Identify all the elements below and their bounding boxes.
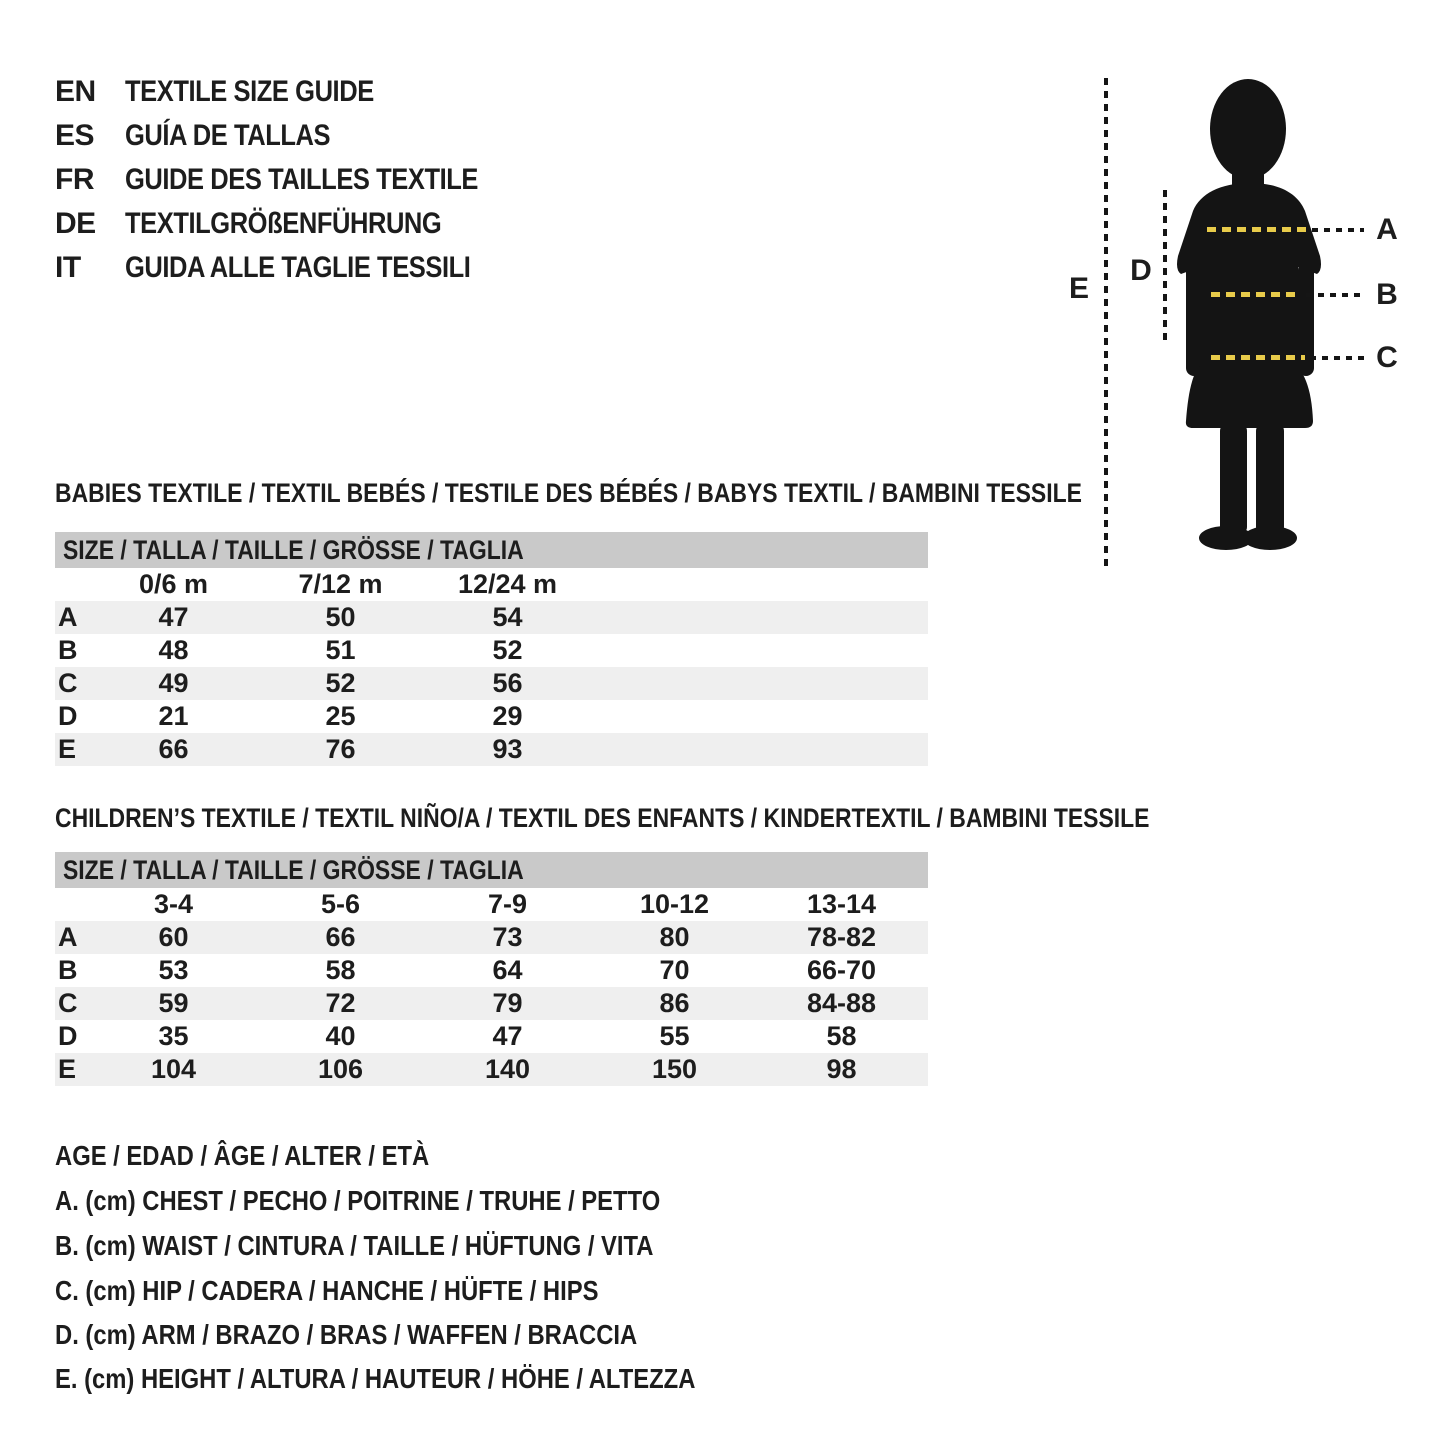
legend-waist: B. (cm) WAIST / CINTURA / TAILLE / HÜFTUNG / VITA [55,1230,654,1261]
value-cell [257,1020,424,1053]
value: 80 [659,922,690,952]
value: 79 [492,988,523,1018]
value: 98 [826,1054,857,1084]
value-cell [257,954,424,987]
value-cell [257,987,424,1020]
value-cell [90,987,257,1020]
value: 40 [325,1021,356,1051]
value-cell [758,954,925,987]
child-silhouette [1172,76,1332,556]
table-row [55,987,928,1020]
table-row [55,921,928,954]
value-cell [90,1020,257,1053]
table-row [55,601,928,634]
row-label: B [58,955,78,985]
table-row [55,634,928,667]
value-cell [424,601,591,634]
legend-height: E. (cm) HEIGHT / ALTURA / HAUTEUR / HÖHE / ALTEZZA [55,1363,696,1394]
legend-chest: A. (cm) CHEST / PECHO / POITRINE / TRUHE / PETTO [55,1185,661,1216]
chest-dash-line-a [1207,227,1307,232]
silhouette-shorts [1186,366,1313,428]
babies-column-header-row [55,568,928,601]
row-label: A [58,922,78,952]
babies-col-label: 12/24 m [457,569,558,599]
children-size-header-text: SIZE / TALLA / TAILLE / GRÖSSE / TAGLIA [63,854,524,885]
title-fr: GUIDE DES TAILLES TEXTILE [125,163,479,196]
value-cell [424,954,591,987]
value-cell [758,1020,925,1053]
value-cell [758,1053,925,1086]
babies-section-title: BABIES TEXTILE / TEXTIL BEBÉS / TESTILE DES BÉBÉS / BABYS TEXTIL / BAMBINI TESSILE [55,478,1082,508]
row-label: A [58,602,78,632]
value: 56 [492,668,523,698]
chest-dot-line-a [1312,228,1364,232]
value: 104 [150,1054,197,1084]
hip-dash-line-c [1211,355,1305,360]
babies-col-label: 0/6 m [138,569,209,599]
children-col-label: 3-4 [153,889,194,919]
silhouette-left-leg [1220,424,1247,534]
value-cell [90,921,257,954]
value-cell [424,921,591,954]
value: 52 [492,635,523,665]
table-row [55,733,928,766]
value-cell [424,634,591,667]
value-cell [591,987,758,1020]
value-cell [424,1020,591,1053]
value-cell [257,921,424,954]
value-cell [591,954,758,987]
value-cell [90,1053,257,1086]
value-cell [758,987,925,1020]
children-column-header-row [55,888,928,921]
waist-dash-line-b [1211,292,1301,297]
value: 54 [492,602,523,632]
row-label: E [58,734,77,764]
silhouette-left-arm [1186,262,1202,376]
value-cell [424,1053,591,1086]
value: 66-70 [806,955,877,985]
value: 21 [158,701,189,731]
babies-col-7-12m [257,568,424,601]
value: 86 [659,988,690,1018]
children-col-label: 13-14 [806,889,877,919]
value-cell [424,700,591,733]
babies-size-header-bar [55,532,928,568]
babies-size-header-text: SIZE / TALLA / TAILLE / GRÖSSE / TAGLIA [63,534,524,565]
children-col-13-14 [758,888,925,921]
value: 29 [492,701,523,731]
title-de: TEXTILGRÖßENFÜHRUNG [125,207,442,240]
title-it: GUIDA ALLE TAGLIE TESSILI [125,251,471,284]
value: 140 [484,1054,531,1084]
value: 35 [158,1021,189,1051]
value: 78-82 [806,922,877,952]
value-cell [90,954,257,987]
babies-col-0-6m [90,568,257,601]
value: 66 [325,922,356,952]
children-col-7-9 [424,888,591,921]
value: 84-88 [806,988,877,1018]
table-row [55,1053,928,1086]
waist-dot-line-b [1306,293,1364,297]
lang-code-es: ES [55,119,95,152]
lang-code-it: IT [55,251,81,284]
value-cell [591,1053,758,1086]
legend-arm: D. (cm) ARM / BRAZO / BRAS / WAFFEN / BRACCIA [55,1319,638,1350]
measure-label-c: C [1376,341,1398,374]
table-row [55,954,928,987]
value-cell [591,921,758,954]
row-label: C [58,988,78,1018]
value: 47 [492,1021,523,1051]
measure-label-d: D [1130,254,1152,287]
children-section-title: CHILDREN’S TEXTILE / TEXTIL NIÑO/A / TEXTIL DES ENFANTS / KINDERTEXTIL / BAMBINI TESSILE [55,803,1150,833]
children-col-label: 7-9 [487,889,528,919]
children-col-10-12 [591,888,758,921]
row-label: D [58,1021,78,1051]
row-label: B [58,635,78,665]
children-col-label: 5-6 [320,889,361,919]
legend-age: AGE / EDAD / ÂGE / ALTER / ETÀ [55,1140,430,1171]
row-label: E [58,1054,77,1084]
value-cell [257,700,424,733]
value-cell [257,733,424,766]
silhouette-right-leg [1256,424,1284,534]
value-cell [424,733,591,766]
table-row [55,667,928,700]
value: 51 [325,635,356,665]
lang-code-en: EN [55,75,96,108]
value: 47 [158,602,189,632]
height-measure-line-e [1104,78,1108,570]
value: 58 [826,1021,857,1051]
value: 25 [325,701,356,731]
legend-hip: C. (cm) HIP / CADERA / HANCHE / HÜFTE / HIPS [55,1275,599,1306]
value: 59 [158,988,189,1018]
value-cell [90,601,257,634]
arm-measure-line-d [1163,190,1167,343]
children-col-3-4 [90,888,257,921]
value-cell [257,634,424,667]
babies-col-label: 7/12 m [298,569,383,599]
measure-label-e: E [1068,272,1089,305]
measure-label-b: B [1376,278,1398,311]
value: 48 [158,635,189,665]
hip-dot-line-c [1310,356,1364,360]
value: 49 [158,668,189,698]
silhouette-right-shoe [1243,526,1297,550]
value: 93 [492,734,523,764]
value: 60 [158,922,189,952]
value-cell [591,1020,758,1053]
babies-col-12-24m [424,568,591,601]
title-es: GUÍA DE TALLAS [125,119,331,152]
value: 76 [325,734,356,764]
value-cell [257,601,424,634]
children-size-header-bar [55,852,928,888]
children-col-label: 10-12 [639,889,710,919]
value-cell [424,987,591,1020]
value-cell [90,733,257,766]
row-label: C [58,668,78,698]
value-cell [90,667,257,700]
value-cell [90,634,257,667]
value-cell [424,667,591,700]
value: 106 [317,1054,364,1084]
value: 50 [325,602,356,632]
value: 64 [492,955,523,985]
table-row [55,700,928,733]
row-label: D [58,701,78,731]
lang-code-fr: FR [55,163,94,196]
value-cell [758,921,925,954]
lang-code-de: DE [55,207,96,240]
value-cell [90,700,257,733]
children-size-table [55,852,928,1086]
value: 150 [651,1054,698,1084]
babies-size-table [55,532,928,766]
value: 72 [325,988,356,1018]
children-col-5-6 [257,888,424,921]
value: 58 [325,955,356,985]
value: 52 [325,668,356,698]
value: 55 [659,1021,690,1051]
title-en: TEXTILE SIZE GUIDE [125,75,374,108]
value: 66 [158,734,189,764]
value: 73 [492,922,523,952]
value: 53 [158,955,189,985]
value-cell [257,667,424,700]
value: 70 [659,955,690,985]
measure-label-a: A [1376,213,1398,246]
table-row [55,1020,928,1053]
value-cell [257,1053,424,1086]
